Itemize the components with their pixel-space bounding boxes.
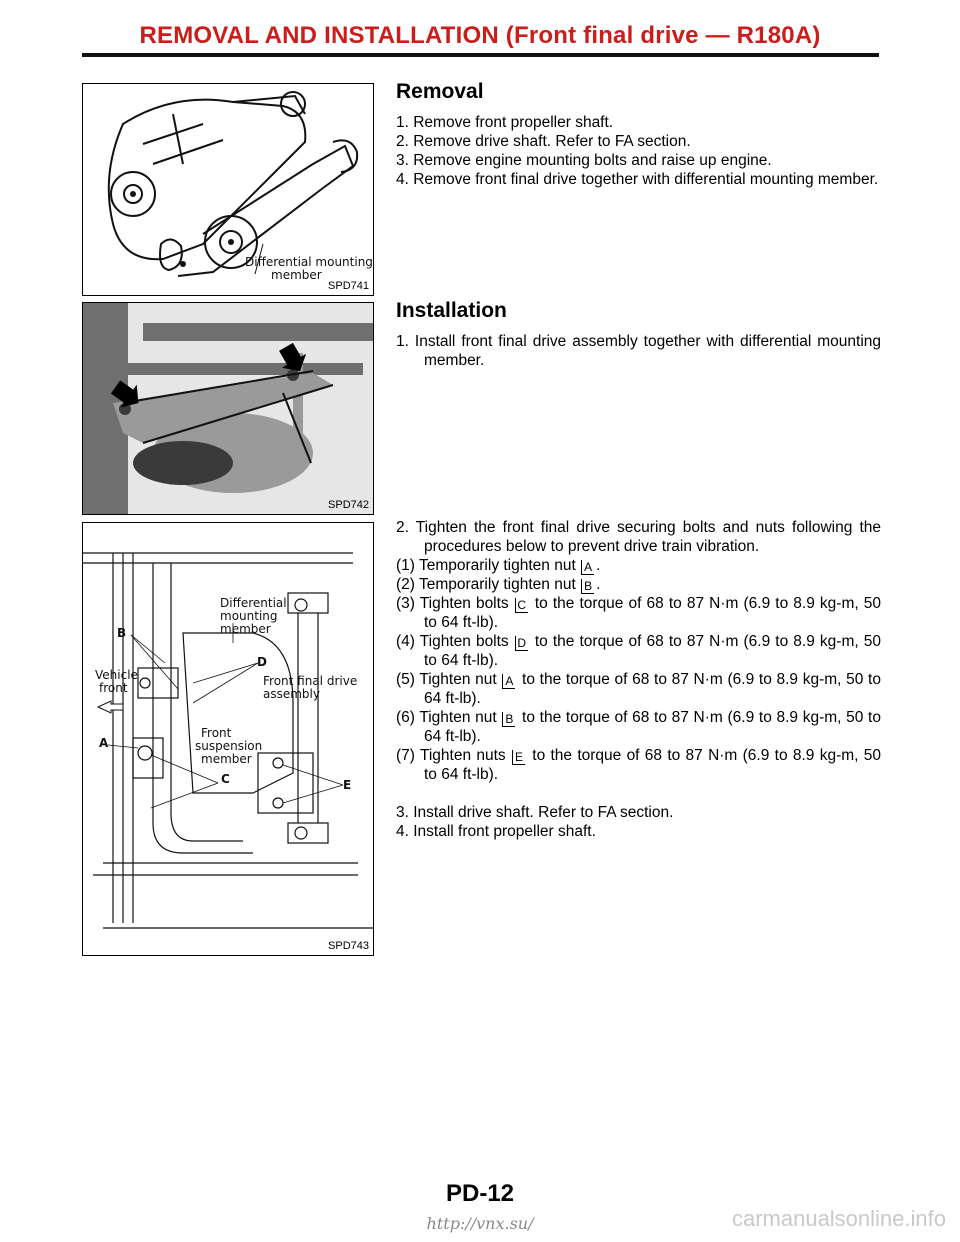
substep-text: (1) Temporarily tighten nut [396,557,581,574]
figure-code: SPD741 [328,280,369,292]
label-line: member [271,268,322,282]
removal-step: 2. Remove drive shaft. Refer to FA section. [396,133,691,150]
label-line: Differential mounting [245,255,373,269]
substep-text: (3) Tighten bolts [396,595,514,612]
installation-step-2: 2. Tighten the front final drive securing bolts and nuts following the procedures below to prevent drive train vibration. [396,519,881,555]
callout-b: B [117,626,127,640]
substep-text: (7) Tighten nuts [396,747,511,764]
watermark: carmanualsonline.info [731,1206,946,1231]
removal-steps [396,113,881,189]
substep-text: (2) Temporarily tighten nut [396,576,581,593]
label-front-suspension-member [195,727,262,766]
callout-marker-d: D [515,636,528,651]
label-line: member [201,752,252,766]
substep-text: to the torque of 68 to 87 N·m (6.9 to 8.9 kg-m, 50 to 64 ft-lb). [424,595,881,631]
label-front-final-drive-assembly [263,675,357,701]
callout-a: A [99,736,109,750]
callout-marker-a: A [502,674,515,689]
substep-5 [396,670,881,708]
label-line: Differential [220,596,287,610]
substep-text: (6) Tighten nut [396,709,502,726]
callout-c: C [221,772,230,786]
substep-3 [396,594,881,632]
substep-text: . [596,557,601,574]
substep-text: . [596,576,601,593]
installation-step-1: 1. Install front final drive assembly together with differential mounting member. [396,333,881,369]
substep-1 [396,556,881,575]
figure-spd741 [82,83,374,296]
tightening-procedure [396,518,881,841]
removal-section [396,80,881,189]
callout-marker-b: B [502,712,515,727]
removal-step: 3. Remove engine mounting bolts and raise up engine. [396,152,772,169]
page-number: PD-12 [445,1180,515,1207]
installation-step-4: 4. Install front propeller shaft. [396,823,596,840]
substep-7 [396,746,881,784]
removal-step: 1. Remove front propeller shaft. [396,114,614,131]
substep-text: to the torque of 68 to 87 N·m (6.9 to 8.9 kg-m, 50 to 64 ft-lb). [424,709,881,745]
substep-6 [396,708,881,746]
label-line: member [220,622,271,636]
label-line: front [99,681,128,695]
header-rule [82,53,879,57]
label-line: Front final drive [263,674,358,688]
installation-heading: Installation [396,299,507,322]
substep-text: to the torque of 68 to 87 N·m (6.9 to 8.9 kg-m, 50 to 64 ft-lb). [424,633,881,669]
label-vehicle-front [95,669,138,695]
label-differential-mounting-member [220,597,287,636]
callout-marker-e: E [512,750,525,765]
substep-2 [396,575,881,594]
label-line: Front [201,726,232,740]
substep-text: (4) Tighten bolts [396,633,514,650]
substep-text: (5) Tighten nut [396,671,502,688]
label-line: assembly [263,687,320,701]
substep-4 [396,632,881,670]
figure-code: SPD743 [328,940,369,952]
figure-code: SPD742 [328,499,369,511]
footer-url-link[interactable]: http://vnx.su/ [426,1214,534,1233]
figure-spd743 [82,522,374,956]
callout-marker-c: C [515,598,528,613]
label-line: mounting [220,609,278,623]
callout-marker-a: A [581,560,594,575]
installed-assembly-photo [83,303,373,514]
label-line: suspension [195,739,263,753]
label-differential-mounting-member [245,256,373,282]
figure-spd742 [82,302,374,515]
page-header-title: REMOVAL AND INSTALLATION (Front final drive — R180A) [139,22,821,49]
label-line: Vehicle [95,668,138,682]
removal-step: 4. Remove front final drive together with differential mounting member. [396,171,879,188]
removal-heading: Removal [396,80,484,103]
callout-e: E [343,778,352,792]
callout-marker-b: B [581,579,594,594]
callout-d: D [257,655,267,669]
installation-step-3: 3. Install drive shaft. Refer to FA section. [396,804,674,821]
substep-text: to the torque of 68 to 87 N·m (6.9 to 8.9 kg-m, 50 to 64 ft-lb). [424,747,881,783]
substep-text: to the torque of 68 to 87 N·m (6.9 to 8.9 kg-m, 50 to 64 ft-lb). [424,671,881,707]
installation-section [396,299,881,370]
